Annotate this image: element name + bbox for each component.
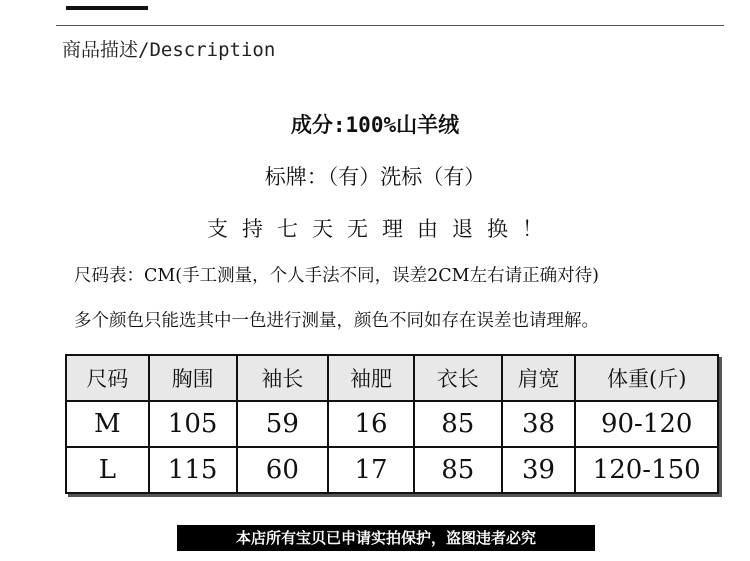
table-cell: M xyxy=(66,401,149,447)
tag-info-text: 标牌：（有）洗标（有） xyxy=(264,165,486,189)
header-divider xyxy=(56,25,724,26)
table-cell: 59 xyxy=(237,401,329,447)
return-policy-text: 支持七天无理由退换！ xyxy=(207,217,557,241)
section-title: 商品描述/Description xyxy=(62,39,276,61)
table-cell: 120-150 xyxy=(575,447,718,493)
header-cell-shoulder: 肩宽 xyxy=(502,355,576,401)
header-cell-sleeve-width: 袖肥 xyxy=(328,355,414,401)
table-header-row xyxy=(66,355,718,401)
table-cell: L xyxy=(66,447,149,493)
table-cell: 17 xyxy=(328,447,414,493)
color-measurement-note: 多个颜色只能选其中一色进行测量，颜色不同如存在误差也请理解。 xyxy=(74,311,599,331)
composition-text: 成分:100%山羊绒 xyxy=(290,113,460,137)
header-cell-chest: 胸围 xyxy=(149,355,237,401)
size-chart-note: 尺码表：CM(手工测量，个人手法不同，误差2CM左右请正确对待) xyxy=(74,266,599,286)
size-table xyxy=(65,354,719,494)
table-cell: 105 xyxy=(149,401,237,447)
table-cell: 85 xyxy=(414,401,502,447)
table-cell: 90-120 xyxy=(575,401,718,447)
table-cell: 115 xyxy=(149,447,237,493)
table-row xyxy=(66,447,718,493)
copyright-banner: 本店所有宝贝已申请实拍保护，盗图违者必究 xyxy=(177,525,595,551)
header-cell-weight: 体重(斤) xyxy=(575,355,718,401)
table-cell: 85 xyxy=(414,447,502,493)
header-cell-length: 衣长 xyxy=(414,355,502,401)
table-cell: 39 xyxy=(502,447,576,493)
table-row xyxy=(66,401,718,447)
header-cell-size: 尺码 xyxy=(66,355,149,401)
header-cell-sleeve-length: 袖长 xyxy=(237,355,329,401)
table-cell: 16 xyxy=(328,401,414,447)
table-cell: 38 xyxy=(502,401,576,447)
top-accent-bar xyxy=(66,6,148,10)
table-cell: 60 xyxy=(237,447,329,493)
